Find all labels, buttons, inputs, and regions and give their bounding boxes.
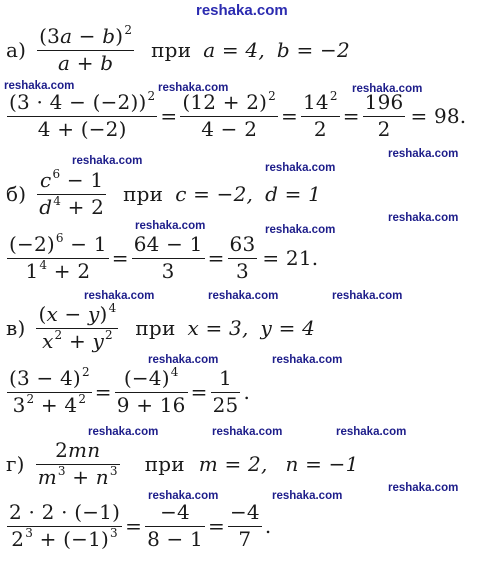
problem-g-value-m: m = 2, — [198, 452, 268, 477]
problem-g-condition-word: при — [144, 452, 185, 477]
problem-v-value-x: x = 3, — [187, 316, 249, 341]
watermark-6: reshaka.com — [388, 148, 459, 160]
watermark-18: reshaka.com — [148, 490, 219, 502]
watermark-9: reshaka.com — [388, 212, 459, 224]
watermark-1: reshaka.com — [4, 80, 75, 92]
problem-g-statement — [6, 440, 359, 488]
problem-v-label: в) — [6, 316, 26, 341]
problem-v-statement — [6, 301, 316, 353]
watermark-2: reshaka.com — [158, 82, 229, 94]
watermark-17: reshaka.com — [336, 426, 407, 438]
problem-a-label: а) — [6, 38, 27, 63]
problem-b-result: = 21. — [262, 246, 319, 271]
problem-a-value-a: a = 4, — [203, 38, 265, 63]
watermark-10: reshaka.com — [84, 290, 155, 302]
problem-a-statement — [6, 23, 350, 75]
problem-g-expression: $\frac{2mn}{m^3 + n^3}$ — [37, 438, 118, 489]
problem-b-statement — [6, 167, 322, 219]
watermark-12: reshaka.com — [332, 290, 403, 302]
watermark-8: reshaka.com — [265, 224, 336, 236]
problem-a-result: = 98. — [410, 104, 467, 129]
watermark-5: reshaka.com — [265, 162, 336, 174]
problem-b-expression: $\frac{c^6 - 1}{d^4 + 2}$ — [39, 167, 105, 219]
header-watermark[interactable]: reshaka.com — [196, 2, 288, 19]
problem-b-value-c: c = −2, — [175, 182, 254, 207]
watermark-11: reshaka.com — [208, 290, 279, 302]
problem-g-value-n: n = −1 — [285, 452, 359, 477]
problem-v-value-y: y = 4 — [260, 316, 316, 341]
watermark-7: reshaka.com — [135, 220, 206, 232]
problem-v-condition-word: при — [135, 316, 176, 341]
problem-b-label: б) — [6, 182, 27, 207]
watermark-19: reshaka.com — [272, 490, 343, 502]
watermark-14: reshaka.com — [272, 354, 343, 366]
problem-a-expression: $\frac{(3a - b)^2}{a + b}$ — [39, 23, 133, 75]
problem-b-solution: $\frac{(-2)^6 - 1}{1^4 + 2}$ = $\frac{64 - 1}{3}$ = $\frac{63}{3}$ = 21. — [9, 231, 319, 283]
watermark-4: reshaka.com — [72, 155, 143, 167]
watermark-3: reshaka.com — [352, 83, 423, 95]
watermark-15: reshaka.com — [88, 426, 159, 438]
watermark-13: reshaka.com — [148, 354, 219, 366]
problem-v-solution: $\frac{(3 - 4)^2}{3^2 + 4^2}$ = $\frac{(-4)^4}{9 + 16}$ = $\frac{1}{25}$ . — [9, 365, 250, 417]
problem-a-solution: $\frac{(3 \cdot 4 - (-2))^2}{4 + (-2)}$ = $\frac{(12 + 2)^2}{4 - 2}$ = $\frac{14^2}{2}$ = $\frac{196}{2}$ = 98. — [9, 89, 467, 141]
problem-g-label: г) — [6, 452, 25, 477]
watermark-16: reshaka.com — [212, 426, 283, 438]
problem-v-expression: $\frac{(x - y)^4}{x^2 + y^2}$ — [38, 301, 117, 353]
problem-a-value-b: b = −2 — [276, 38, 350, 63]
problem-b-condition-word: при — [123, 182, 164, 207]
problem-a-condition-word: при — [151, 38, 192, 63]
problem-b-value-d: d = 1 — [265, 182, 322, 207]
problem-g-solution: $\frac{2 \cdot 2 \cdot (-1)}{2^3 + (-1)^3}$ = $\frac{-4}{8 - 1}$ = $\frac{-4}{7}$ . — [9, 500, 272, 551]
watermark-20: reshaka.com — [388, 482, 459, 494]
